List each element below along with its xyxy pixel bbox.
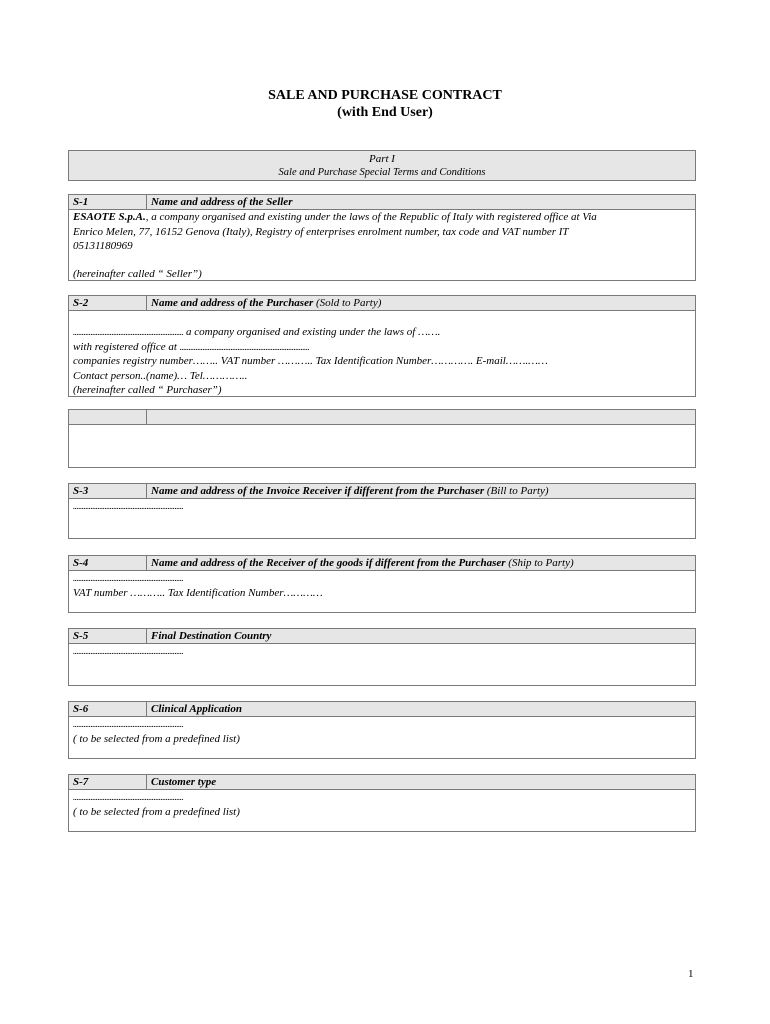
section-header	[69, 556, 695, 571]
dotted-line: ...............................................................	[73, 792, 184, 802]
section-invoice-receiver	[68, 483, 696, 539]
dotted-line: ...............................................................	[73, 719, 184, 729]
vat-line: VAT number ……….. Tax Identification Number…………	[73, 586, 323, 599]
purchaser-line-1: ............................................................... a company organised and existing under the laws of …….	[73, 326, 441, 338]
document-title: SALE AND PURCHASE CONTRACT	[268, 88, 502, 103]
dotted-line: ...............................................................	[73, 646, 184, 656]
section-code: S-5	[69, 629, 147, 643]
section-header	[69, 484, 695, 499]
purchaser-line-4: Contact person..(name)… Tel…………..	[73, 369, 248, 382]
section-title: Clinical Application	[151, 703, 242, 715]
seller-line-2: Enrico Melen, 77, 16152 Genova (Italy), Registry of enterprises enrolment number, tax code and VAT number IT	[73, 225, 569, 238]
seller-company: ESAOTE S.p.A.	[73, 211, 146, 223]
section-header	[69, 296, 695, 311]
section-body	[69, 571, 695, 600]
dotted-line: ...............................................................	[73, 501, 184, 511]
section-customer-type	[68, 774, 696, 832]
select-note: ( to be selected from a predefined list)	[73, 805, 240, 818]
part-header	[68, 150, 696, 181]
select-note: ( to be selected from a predefined list)	[73, 732, 240, 745]
section-code: S-7	[69, 775, 147, 789]
dotted-line: ...............................................................	[73, 573, 184, 583]
part-label: Part I	[369, 153, 395, 165]
section-body	[69, 790, 695, 819]
section-destination-country	[68, 628, 696, 686]
section-title: Final Destination Country	[151, 630, 272, 642]
section-code: S-2	[69, 296, 147, 310]
section-code: S-6	[69, 702, 147, 716]
purchaser-line-2: with registered office at ..........................................................................	[73, 340, 310, 353]
part-heading: Sale and Purchase Special Terms and Conditions	[278, 167, 486, 178]
section-code: S-4	[69, 556, 147, 570]
section-header	[69, 410, 695, 425]
section-body	[69, 717, 695, 746]
section-goods-receiver	[68, 555, 696, 613]
section-body	[69, 644, 695, 659]
section-code: S-3	[69, 484, 147, 498]
section-body	[69, 499, 695, 514]
seller-called: (hereinafter called “ Seller”)	[73, 267, 202, 280]
section-title: Name and address of the Seller	[151, 196, 293, 208]
section-title: Name and address of the Purchaser (Sold to Party)	[151, 297, 382, 309]
document-subtitle: (with End User)	[337, 105, 433, 120]
section-header	[69, 702, 695, 717]
section-empty	[68, 409, 696, 468]
section-header	[69, 775, 695, 790]
section-purchaser	[68, 295, 696, 397]
section-code	[69, 410, 147, 424]
section-title: Name and address of the Invoice Receiver if different from the Purchaser (Bill to Party)	[151, 485, 549, 497]
section-clinical-application	[68, 701, 696, 759]
section-seller	[68, 194, 696, 281]
page-number: 1	[688, 968, 694, 980]
section-body	[69, 210, 695, 281]
section-header	[69, 629, 695, 644]
section-body	[69, 311, 695, 398]
seller-line-3: 05131180969	[73, 240, 133, 252]
purchaser-line-3: companies registry number…….. VAT number ……….. Tax Identification Number…………. E-mail…….……	[73, 355, 548, 367]
section-header	[69, 195, 695, 210]
section-title: Name and address of the Receiver of the goods if different from the Purchaser (Ship to Party)	[151, 557, 574, 569]
seller-line-1: ESAOTE S.p.A., a company organised and existing under the laws of the Republic of Italy with registered office at Via	[73, 211, 597, 223]
section-code: S-1	[69, 195, 147, 209]
section-title: Customer type	[151, 776, 217, 788]
section-title	[147, 410, 151, 424]
purchaser-called: (hereinafter called “ Purchaser”)	[73, 384, 222, 396]
